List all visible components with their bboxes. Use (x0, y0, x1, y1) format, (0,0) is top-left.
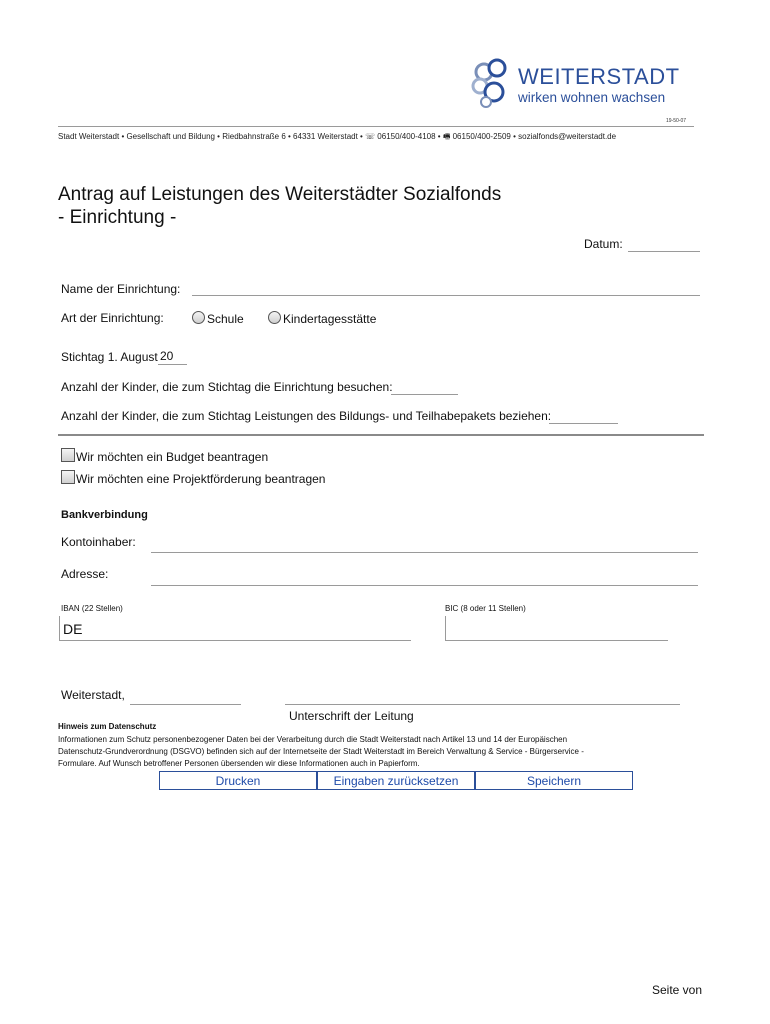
address-line: Stadt Weiterstadt • Gesellschaft und Bildung • Riedbahnstraße 6 • 64331 Weiterstadt • ☏ 06150/400-4108 • 🖷 06150/400-2509 • sozialfonds@weiterstadt.de (58, 132, 617, 141)
radio-kindertagesstaette[interactable] (268, 311, 281, 324)
checkbox-projekt[interactable] (61, 470, 75, 484)
checkbox-budget[interactable] (61, 448, 75, 462)
art-label: Art der Einrichtung: (61, 311, 164, 325)
privacy-heading: Hinweis zum Datenschutz (58, 722, 157, 731)
radio-schule[interactable] (192, 311, 205, 324)
bank-heading: Bankverbindung (61, 509, 148, 521)
but-field[interactable] (549, 409, 618, 424)
page-number: Seite von (652, 983, 703, 997)
kontoinhaber-field[interactable] (151, 536, 698, 553)
print-button[interactable]: Drucken (159, 771, 317, 790)
signature-field[interactable] (285, 689, 680, 705)
stichtag-label: Stichtag 1. August (61, 350, 158, 364)
kontoinhaber-label: Kontoinhaber: (61, 535, 136, 549)
privacy-line-3: Formulare. Auf Wunsch betroffener Personen übersenden wir diese Informationen auch in Papierform. (58, 759, 420, 768)
kinder-label: Anzahl der Kinder, die zum Stichtag die Einrichtung besuchen: (61, 380, 393, 394)
bic-label: BIC (8 oder 11 Stellen) (445, 604, 526, 613)
ort-label: Weiterstadt, (61, 688, 125, 702)
page-subtitle: - Einrichtung - (58, 207, 177, 228)
privacy-line-1: Informationen zum Schutz personenbezogener Daten bei der Verarbeitung durch die Stadt Weiterstadt nach Artikel 13 und 14 der Europäischen (58, 735, 568, 744)
city-logo (466, 56, 696, 112)
stichtag-value: 20 (160, 349, 174, 363)
bic-field[interactable] (445, 616, 668, 641)
form-code: 19-50-07 (666, 118, 687, 124)
signature-label: Unterschrift der Leitung (289, 709, 414, 723)
kinder-field[interactable] (391, 380, 458, 395)
name-label: Name der Einrichtung: (61, 282, 181, 296)
datum-label: Datum: (584, 237, 623, 251)
option-kita-label: Kindertagesstätte (283, 312, 377, 326)
name-field[interactable] (192, 281, 700, 296)
logo-name: WEITERSTADT (518, 64, 680, 89)
option-schule-label: Schule (207, 312, 244, 326)
page-title: Antrag auf Leistungen des Weiterstädter Sozialfonds (58, 184, 502, 205)
stichtag-field[interactable] (158, 349, 187, 365)
check-projekt-label: Wir möchten eine Projektförderung beantragen (76, 472, 326, 486)
iban-label: IBAN (22 Stellen) (61, 604, 123, 613)
iban-value: DE (63, 621, 83, 637)
logo-tagline: wirken wohnen wachsen (518, 90, 666, 105)
reset-button[interactable]: Eingaben zurücksetzen (317, 771, 475, 790)
check-budget-label: Wir möchten ein Budget beantragen (76, 450, 269, 464)
iban-field[interactable] (59, 616, 411, 641)
but-label: Anzahl der Kinder, die zum Stichtag Leistungen des Bildungs- und Teilhabepakets beziehen: (61, 409, 552, 423)
section-divider (58, 434, 704, 436)
privacy-line-2: Datenschutz-Grundverordnung (DSGVO) befinden sich auf der Internetseite der Stadt Weiterstadt im Bereich Verwaltung & Service - Bürgerservice - (58, 747, 584, 756)
adresse-label: Adresse: (61, 567, 109, 581)
datum-field[interactable] (628, 236, 700, 252)
save-button[interactable]: Speichern (475, 771, 633, 790)
logo-circles-icon (466, 56, 518, 112)
ort-datum-field[interactable] (130, 689, 241, 705)
header-rule (58, 126, 694, 127)
adresse-field[interactable] (151, 569, 698, 586)
